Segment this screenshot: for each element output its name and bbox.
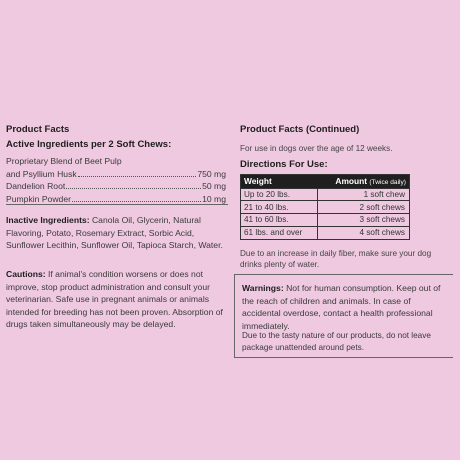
- table-row: [241, 201, 410, 214]
- product-facts-title: Product Facts: [6, 124, 70, 135]
- table-row: [241, 188, 410, 201]
- dosage-table-header: [241, 174, 410, 188]
- ingredient-name: Pumpkin Powder: [6, 193, 71, 204]
- amount-column-header: [318, 174, 410, 188]
- amount-header-label: Amount: [335, 176, 368, 186]
- cautions-text: If animal's condition worsens or does not improve, stop product administration and consult your veterinarian. Safe use in pregnant animals or animals intended for breeding has not been proven. Absorption of drugs taken simultaneously may be delayed.: [6, 269, 223, 329]
- cautions-block: [6, 268, 228, 331]
- inactive-ingredients-label: Inactive Ingredients:: [6, 215, 90, 225]
- dot-leader: [78, 176, 197, 177]
- weight-cell: 41 to 60 lbs.: [241, 214, 318, 227]
- product-facts-continued-title: Product Facts (Continued): [240, 124, 360, 135]
- weight-cell: 21 to 40 lbs.: [241, 201, 318, 214]
- dot-leader: [66, 188, 201, 189]
- usage-note: For use in dogs over the age of 12 weeks.: [240, 144, 393, 153]
- cautions-label: Cautions:: [6, 269, 46, 279]
- inactive-ingredients-text: Canola Oil, Glycerin, Natural Flavoring, Potato, Rosemary Extract, Sorbic Acid, Sunflower Lecithin, Sunflower Oil, Tapioca Starch, Water.: [6, 215, 223, 250]
- table-row: [241, 214, 410, 227]
- warnings-label: Warnings:: [242, 283, 284, 293]
- blend-line: Proprietary Blend of Beet Pulp: [6, 156, 122, 166]
- ingredient-amount: 750 mg: [197, 168, 226, 179]
- section-divider: [6, 204, 228, 205]
- inactive-ingredients-block: [6, 214, 228, 252]
- dot-leader: [72, 201, 201, 202]
- pets-note: Due to the tasty nature of our products, do not leave package unattended around pets.: [242, 331, 431, 352]
- ingredient-row: [6, 168, 226, 181]
- active-ingredients-heading: Active Ingredients per 2 Soft Chews:: [6, 139, 172, 150]
- amount-cell: 4 soft chews: [318, 226, 410, 239]
- directions-heading: Directions For Use:: [240, 158, 328, 170]
- ingredient-name: Dandelion Root: [6, 181, 66, 191]
- active-ingredients-list: [6, 155, 226, 205]
- amount-cell: 2 soft chews: [318, 201, 410, 214]
- ingredient-row: [6, 180, 226, 193]
- right-column: [240, 124, 452, 271]
- ingredient-amount: 50 mg: [202, 181, 226, 191]
- left-column: [6, 124, 228, 205]
- weight-column-header: Weight: [241, 174, 318, 188]
- weight-cell: 61 lbs. and over: [241, 226, 318, 239]
- dosage-table: [240, 174, 410, 240]
- ingredient-amount: 10 mg: [202, 193, 226, 204]
- weight-cell: Up to 20 lbs.: [241, 188, 318, 201]
- fiber-note: Due to an increase in daily fiber, make sure your dog drinks plenty of water.: [240, 248, 432, 270]
- amount-header-note: (Twice daily): [369, 179, 406, 186]
- warnings-text: Not for human consumption. Keep out of the reach of children and animals. In case of accidental overdose, contact a health professional immediately.: [242, 283, 441, 331]
- ingredient-name: and Psyllium Husk: [6, 168, 77, 179]
- warnings-block: [242, 282, 450, 332]
- amount-cell: 3 soft chews: [318, 214, 410, 227]
- table-row: [241, 226, 410, 239]
- amount-cell: 1 soft chew: [318, 188, 410, 201]
